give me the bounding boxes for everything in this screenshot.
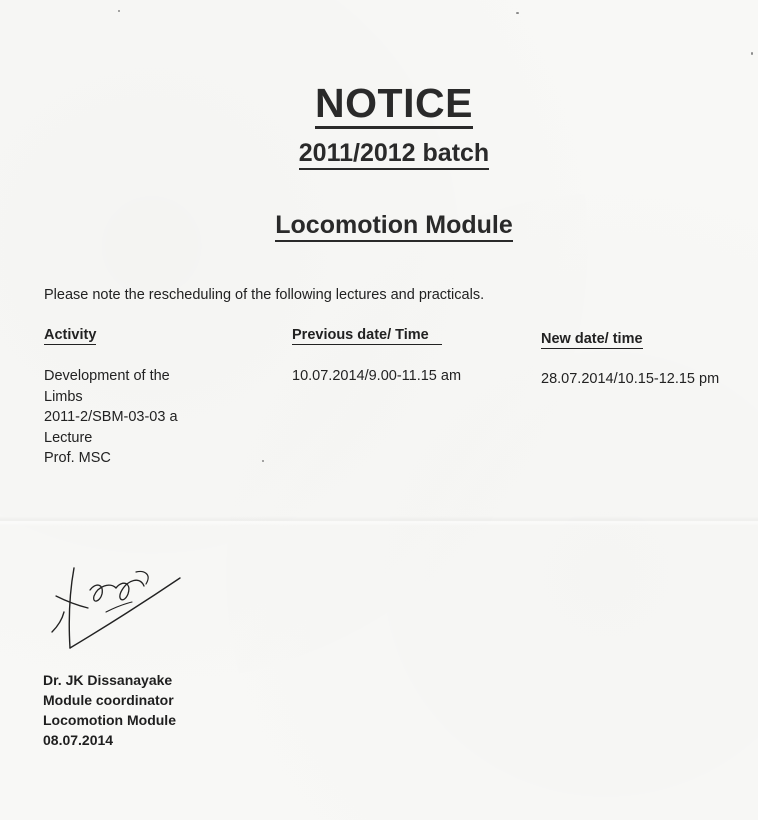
paper-fold-line [0, 516, 758, 526]
previous-date-cell: 10.07.2014/9.00-11.15 am [292, 368, 462, 384]
column-header-previous: Previous date/ Time [292, 326, 442, 345]
signatory-block [43, 670, 176, 750]
batch-title [15, 138, 758, 170]
notice-title-text: NOTICE [315, 80, 473, 129]
batch-title-text: 2011/2012 batch [299, 138, 489, 170]
signatory-date: 08.07.2014 [43, 732, 114, 748]
module-title [15, 210, 758, 242]
signatory-role: Module coordinator [43, 692, 174, 708]
activity-line: Lecture [44, 429, 93, 446]
activity-line: 2011-2/SBM-03-03 a [44, 409, 178, 425]
activity-line: Development of the [44, 368, 170, 384]
activity-line: Limbs [44, 388, 83, 405]
new-date-cell: 28.07.2014/10.15-12.15 pm [541, 371, 720, 387]
signatory-module: Locomotion Module [43, 712, 176, 728]
activity-cell [44, 366, 204, 469]
module-title-text: Locomotion Module [275, 210, 512, 242]
paper-speck [516, 12, 519, 14]
paper-speck [262, 460, 264, 462]
signatory-name: Dr. JK Dissanayake [43, 672, 173, 688]
paper-speck [118, 10, 120, 12]
activity-line: Prof. MSC [44, 450, 111, 466]
column-header-activity: Activity [44, 327, 97, 343]
handwritten-signature [40, 560, 190, 660]
paper-speck [751, 52, 753, 55]
notice-title [15, 80, 758, 129]
column-header-new: New date/ time [541, 331, 643, 347]
intro-text: Please note the rescheduling of the following lectures and practicals. [44, 287, 485, 303]
